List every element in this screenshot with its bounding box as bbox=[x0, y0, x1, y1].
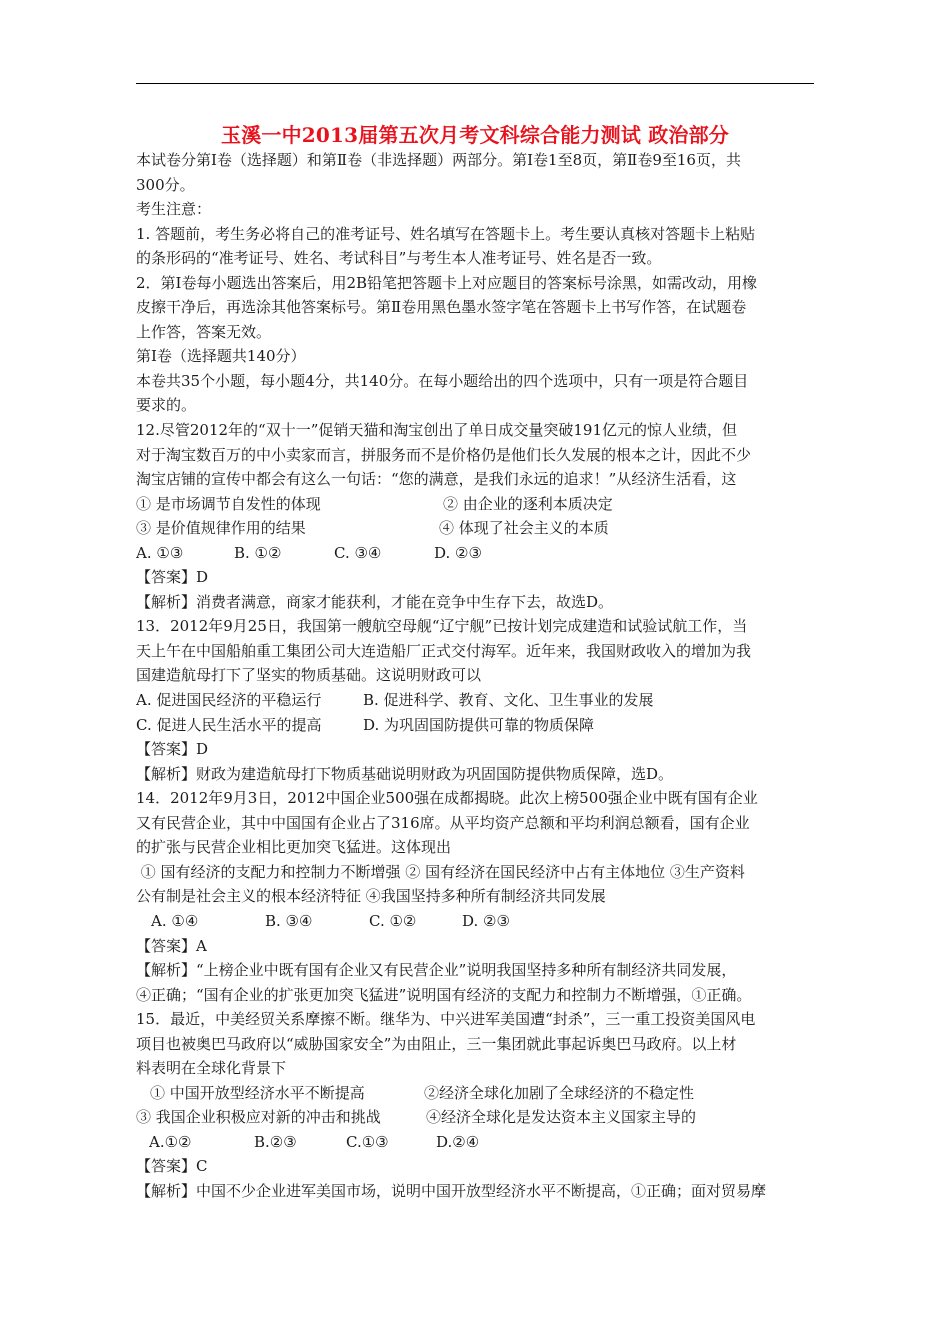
choice-row bbox=[136, 688, 814, 713]
choice-option: B. ③④ bbox=[265, 911, 313, 930]
text-line: 300分。 bbox=[136, 175, 195, 194]
choice-option: C. ①② bbox=[369, 911, 417, 930]
statement-row bbox=[136, 492, 814, 517]
statement: ③ 我国企业积极应对新的冲击和挑战 bbox=[136, 1108, 381, 1127]
question-line: 14．2012年9月3日，2012中国企业500强在成都揭晓。此次上榜500强企业中既有国有企业 bbox=[136, 789, 758, 808]
statement: ④ 体现了社会主义的本质 bbox=[439, 519, 609, 538]
explanation-line: 【解析】中国不少企业进军美国市场，说明中国开放型经济水平不断提高，①正确；面对贸易摩 bbox=[136, 1181, 767, 1200]
statement: ③ 是价值规律作用的结果 bbox=[136, 519, 306, 538]
choice-option: D. 为巩固国防提供可靠的物质保障 bbox=[363, 715, 595, 734]
question-line: 对于淘宝数百万的中小卖家而言，拼服务而不是价格仍是他们长久发展的根本之计，因此不少 bbox=[136, 445, 752, 464]
text-line: 皮擦干净后，再选涂其他答案标号。第Ⅱ卷用黑色墨水签字笔在答题卡上书写作答，在试题卷 bbox=[136, 298, 747, 317]
choice-option: B. ①② bbox=[234, 543, 282, 562]
choice-option: D. ②③ bbox=[434, 543, 482, 562]
statement-line: ① 国有经济的支配力和控制力不断增强 ② 国有经济在国民经济中占有主体地位 ③生产资料 bbox=[136, 862, 745, 881]
choice-option: C.①③ bbox=[346, 1132, 389, 1151]
question-line: 13．2012年9月25日，我国第一艘航空母舰“辽宁舰”已按计划完成建造和试验试航工作，当 bbox=[136, 617, 748, 636]
statement: ④经济全球化是发达资本主义国家主导的 bbox=[426, 1108, 697, 1127]
choice-option: D.②④ bbox=[436, 1132, 480, 1151]
answer-line: 【答案】A bbox=[136, 936, 207, 955]
text-line: 考生注意： bbox=[136, 200, 212, 219]
choice-option: B.②③ bbox=[254, 1132, 297, 1151]
text-line: 的条形码的“准考证号、姓名、考试科目”与考生本人准考证号、姓名是否一致。 bbox=[136, 249, 662, 268]
text-line: 上作答，答案无效。 bbox=[136, 322, 272, 341]
explanation-line: 【解析】消费者满意，商家才能获利，才能在竞争中生存下去，故选D。 bbox=[136, 592, 614, 611]
section-heading: 第Ⅰ卷（选择题共140分） bbox=[136, 347, 306, 366]
statement-row bbox=[136, 1081, 814, 1106]
choice-option: C. ③④ bbox=[334, 543, 382, 562]
statement: ① 中国开放型经济水平不断提高 bbox=[150, 1083, 365, 1102]
choice-row bbox=[136, 713, 814, 738]
answer-line: 【答案】C bbox=[136, 1157, 208, 1176]
choice-option: A. 促进国民经济的平稳运行 bbox=[136, 691, 322, 710]
answer-line: 【答案】D bbox=[136, 568, 209, 587]
statement-row bbox=[136, 516, 814, 541]
question-line: 15．最近，中美经贸关系摩擦不断。继华为、中兴进军美国遭“封杀”，三一重工投资美国风电 bbox=[136, 1010, 756, 1029]
choice-row bbox=[136, 909, 814, 934]
document-title: 玉溪一中2013届第五次月考文科综合能力测试 政治部分 bbox=[220, 123, 730, 147]
text-line: 本试卷分第Ⅰ卷（选择题）和第Ⅱ卷（非选择题）两部分。第Ⅰ卷1至8页，第Ⅱ卷9至16页，共 bbox=[136, 151, 741, 169]
question-line: 12.尽管2012年的“双十一”促销天猫和淘宝创出了单日成交量突破191亿元的惊人业绩，但 bbox=[136, 421, 737, 440]
choice-row bbox=[136, 1130, 814, 1155]
choice-option: A. ①④ bbox=[151, 911, 199, 930]
explanation-line: ④正确；“国有企业的扩张更加突飞猛进”说明国有经济的支配力和控制力不断增强，①正确。 bbox=[136, 985, 752, 1004]
choice-option: B. 促进科学、教育、文化、卫生事业的发展 bbox=[363, 691, 654, 710]
statement: ① 是市场调节自发性的体现 bbox=[136, 494, 321, 513]
choice-option: A. ①③ bbox=[136, 543, 184, 562]
question-line: 天上午在中国船舶重工集团公司大连造船厂正式交付海军。近年来，我国财政收入的增加为我 bbox=[136, 641, 752, 660]
text-line: 2．第Ⅰ卷每小题选出答案后，用2B铅笔把答题卡上对应题目的答案标号涂黑，如需改动，用橡 bbox=[136, 273, 758, 292]
explanation-line: 【解析】财政为建造航母打下物质基础说明财政为巩固国防提供物质保障，选D。 bbox=[136, 764, 674, 783]
statement-row bbox=[136, 1105, 814, 1130]
text-line: 要求的。 bbox=[136, 396, 197, 415]
statement: ② 由企业的逐利本质决定 bbox=[443, 494, 613, 513]
header-rule bbox=[136, 83, 814, 84]
question-line: 淘宝店铺的宣传中都会有这么一句话：“您的满意，是我们永远的追求！”从经济生活看，这 bbox=[136, 470, 737, 489]
question-line: 又有民营企业，其中中国国有企业占了316席。从平均资产总额和平均利润总额看，国有企业 bbox=[136, 813, 750, 832]
text-line: 本卷共35个小题，每小题4分，共140分。在每小题给出的四个选项中，只有一项是符合题目 bbox=[136, 371, 749, 390]
choice-option: A.①② bbox=[149, 1132, 192, 1151]
text-line: 1. 答题前，考生务必将自己的准考证号、姓名填写在答题卡上。考生要认真核对答题卡上粘贴 bbox=[136, 224, 756, 243]
answer-line: 【答案】D bbox=[136, 740, 209, 759]
choice-option: D. ②③ bbox=[462, 911, 510, 930]
explanation-line: 【解析】“上榜企业中既有国有企业又有民营企业”说明我国坚持多种所有制经济共同发展， bbox=[136, 961, 737, 980]
statement-line: 公有制是社会主义的根本经济特征 ④我国坚持多种所有制经济共同发展 bbox=[136, 887, 606, 906]
choice-option: C. 促进人民生活水平的提高 bbox=[136, 715, 322, 734]
choice-row bbox=[136, 541, 814, 566]
question-line: 料表明在全球化背景下 bbox=[136, 1059, 287, 1078]
question-line: 国建造航母打下了坚实的物质基础。这说明财政可以 bbox=[136, 666, 482, 685]
question-line: 的扩张与民营企业相比更加突飞猛进。这体现出 bbox=[136, 838, 452, 857]
question-line: 项目也被奥巴马政府以“威胁国家安全”为由阻止，三一集团就此事起诉奥巴马政府。以上材 bbox=[136, 1034, 737, 1053]
statement: ②经济全球化加剧了全球经济的不稳定性 bbox=[424, 1083, 695, 1102]
document-body bbox=[136, 148, 814, 1204]
